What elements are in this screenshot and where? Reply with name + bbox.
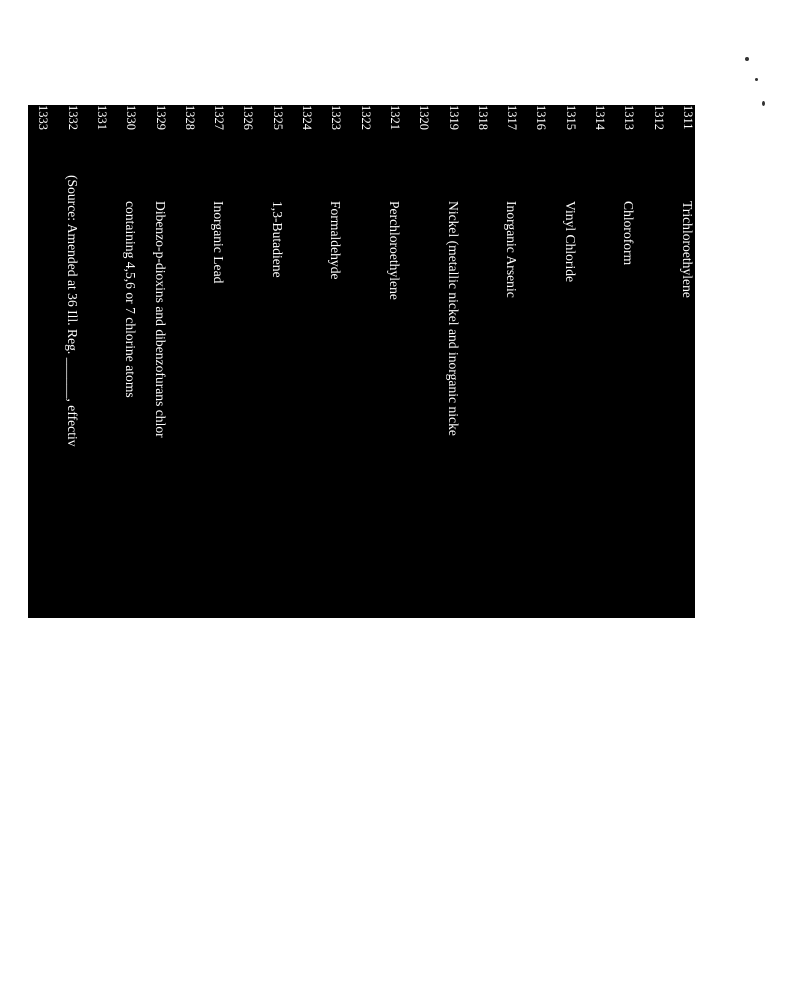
- line-text: 1,3-Butadiene: [269, 201, 285, 278]
- line-text: Trichloroethylene: [680, 201, 695, 298]
- line-number: 1320: [417, 105, 432, 130]
- line-text: Nickel (metallic nickel and inorganic nicke: [445, 201, 461, 436]
- document-line: [490, 105, 519, 1005]
- line-number: 1318: [475, 105, 490, 130]
- line-text: Inorganic Arsenic: [504, 201, 520, 298]
- document-line: [549, 105, 578, 1005]
- line-number: 1321: [388, 105, 402, 130]
- line-number: 1326: [241, 105, 256, 130]
- line-number: 1329: [153, 105, 168, 130]
- document-line: [461, 105, 490, 1005]
- document-line: [80, 105, 109, 1005]
- section-heading: Section 223.207 Products Registered under FIFRA: [6, 145, 22, 439]
- line-text: Inorganic Lead: [211, 201, 227, 284]
- document-line: [21, 105, 50, 1005]
- line-number: 1325: [270, 105, 285, 130]
- document-line: [314, 105, 343, 1005]
- document-line: [373, 105, 402, 1005]
- line-number: 1317: [505, 105, 520, 130]
- document-page: [6, 105, 695, 618]
- document-line: [0, 105, 21, 1005]
- line-text: Vinyl Chloride: [562, 201, 578, 283]
- document-line: [666, 105, 695, 1005]
- document-line: [50, 105, 79, 1005]
- line-number: 1330: [124, 105, 139, 130]
- line-number: 1323: [329, 105, 344, 130]
- document-line: [636, 105, 665, 1005]
- line-number: 1322: [358, 105, 373, 130]
- document-line: [402, 105, 431, 1005]
- document-line: [197, 105, 226, 1005]
- document-line: [285, 105, 314, 1005]
- line-number: 1319: [446, 105, 461, 130]
- document-line: [431, 105, 460, 1005]
- scan-speck: [755, 78, 758, 81]
- line-number: 1324: [300, 105, 315, 130]
- line-text: Perchloroethylene: [387, 201, 402, 300]
- document-line: [226, 105, 255, 1005]
- line-text: Dibenzo-p-dioxins and dibenzofurans chlor: [152, 201, 168, 438]
- line-number: 1313: [622, 105, 637, 130]
- document-line: [578, 105, 607, 1005]
- document-line: [519, 105, 548, 1005]
- scan-speck: [745, 57, 749, 61]
- line-number: 1333: [36, 105, 51, 130]
- line-number: 1334: [7, 105, 22, 130]
- line-number: 1312: [651, 105, 666, 130]
- document-line: [138, 105, 167, 1005]
- line-number: 1314: [593, 105, 608, 130]
- document-line: [168, 105, 197, 1005]
- line-text: Chloroform: [621, 201, 637, 266]
- line-number: 1315: [563, 105, 578, 130]
- line-number: 1316: [534, 105, 549, 130]
- line-text: Formaldehyde: [328, 201, 344, 280]
- line-number: 1327: [212, 105, 227, 130]
- line-text: (Source: Amended at 36 Ill. Reg. ______, effectiv: [64, 175, 80, 447]
- line-number: 1311: [681, 105, 695, 130]
- line-number: 1331: [95, 105, 109, 130]
- scan-speck: [762, 101, 765, 106]
- document-line: [256, 105, 285, 1005]
- line-number: 1328: [182, 105, 197, 130]
- line-text: containing 4,5,6 or 7 chlorine atoms: [123, 201, 139, 398]
- document-line: [109, 105, 138, 1005]
- line-number: 1332: [65, 105, 80, 130]
- document-line: [607, 105, 636, 1005]
- rotated-text-sheet: [6, 105, 695, 625]
- document-line: [343, 105, 372, 1005]
